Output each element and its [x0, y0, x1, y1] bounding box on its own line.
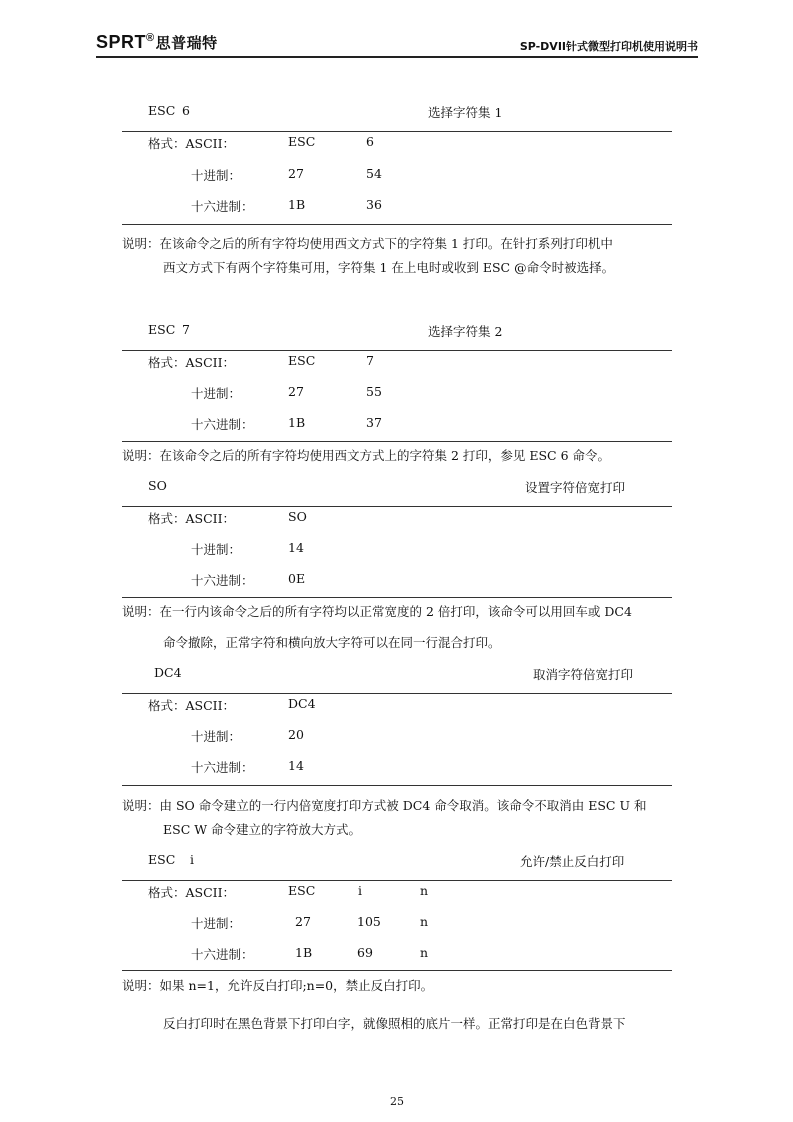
description-line: 反白打印时在黑色背景下打印白字，就像照相的底片一样。正常打印是在白色背景下 [163, 1016, 626, 1031]
row-value: 69 [357, 945, 373, 960]
row-label-hex: 十六进制： [191, 199, 254, 214]
description-line: 说明：在该命令之后的所有字符均使用西文方式下的字符集 1 打印。在针打系列打印机中 [122, 236, 613, 251]
row-value: n [420, 945, 429, 960]
command-code-arg: 6 [182, 103, 190, 118]
row-value: ESC [288, 134, 316, 149]
command-title: 选择字符集 1 [428, 105, 503, 120]
row-label-hex: 十六进制： [191, 760, 254, 775]
description-line: ESC W 命令建立的字符放大方式。 [163, 822, 362, 837]
description-line: 说明：由 SO 命令建立的一行内倍宽度打印方式被 DC4 命令取消。该命令不取消由 ESC U 和 [122, 798, 647, 813]
row-value: 54 [366, 166, 382, 181]
table-bottom-rule [122, 785, 672, 786]
row-value: 37 [366, 415, 382, 430]
row-value: 6 [366, 134, 374, 149]
command-code: ESC [148, 103, 176, 118]
table-top-rule [122, 880, 672, 881]
row-value: n [420, 883, 429, 898]
row-value: 27 [288, 384, 304, 399]
page-header [96, 30, 698, 58]
row-label-ascii: 格式：ASCII： [148, 355, 236, 370]
brand-name: SPRT [96, 32, 147, 52]
command-title: 取消字符倍宽打印 [533, 667, 634, 682]
table-bottom-rule [122, 597, 672, 598]
table-top-rule [122, 131, 672, 132]
row-value: n [420, 914, 429, 929]
row-value: ESC [288, 353, 316, 368]
command-title: 设置字符倍宽打印 [525, 480, 626, 495]
row-label-hex: 十六进制： [191, 573, 254, 588]
row-label-ascii: 格式：ASCII： [148, 698, 236, 713]
description-line: 西文方式下有两个字符集可用，字符集 1 在上电时或收到 ESC @命令时被选择。 [163, 260, 615, 275]
row-value: 7 [366, 353, 374, 368]
row-value: i [358, 883, 362, 898]
command-code: ESC [148, 852, 176, 867]
registered-mark: ® [146, 32, 155, 44]
row-label-ascii: 格式：ASCII： [148, 511, 236, 526]
row-value: 1B [288, 197, 306, 212]
brand-name-cn: 思普瑞特 [155, 35, 218, 52]
row-value: ESC [288, 883, 316, 898]
description-line: 说明：如果 n=1，允许反白打印;n=0，禁止反白打印。 [122, 978, 434, 993]
table-top-rule [122, 693, 672, 694]
row-label-decimal: 十进制： [191, 729, 242, 744]
row-value: 1B [295, 945, 313, 960]
command-code: SO [148, 478, 167, 493]
row-label-decimal: 十进制： [191, 542, 242, 557]
description-line: 说明：在该命令之后的所有字符均使用西文方式上的字符集 2 打印，参见 ESC 6 命令。 [122, 448, 611, 463]
row-label-hex: 十六进制： [191, 947, 254, 962]
row-value: 0E [288, 571, 306, 586]
command-title: 选择字符集 2 [428, 324, 503, 339]
brand-logo [96, 32, 218, 53]
row-label-hex: 十六进制： [191, 417, 254, 432]
command-code-arg: 7 [182, 322, 190, 337]
row-value: 55 [366, 384, 382, 399]
table-top-rule [122, 350, 672, 351]
row-value: 14 [288, 758, 304, 773]
row-value: 36 [366, 197, 382, 212]
table-bottom-rule [122, 970, 672, 971]
row-label-decimal: 十进制： [191, 168, 242, 183]
row-label-ascii: 格式：ASCII： [148, 885, 236, 900]
table-bottom-rule [122, 441, 672, 442]
description-line: 说明：在一行内该命令之后的所有字符均以正常宽度的 2 倍打印，该命令可以用回车或 DC4 [122, 604, 632, 619]
row-label-ascii: 格式：ASCII： [148, 136, 236, 151]
command-code: DC4 [154, 665, 182, 680]
row-value: DC4 [288, 696, 316, 711]
command-title: 允许/禁止反白打印 [520, 854, 625, 869]
row-value: 1B [288, 415, 306, 430]
page-number: 25 [390, 1095, 404, 1108]
row-value: 105 [357, 914, 381, 929]
document-title: SP-DVII针式微型打印机使用说明书 [519, 40, 698, 53]
table-top-rule [122, 506, 672, 507]
row-value: 27 [295, 914, 311, 929]
description-line: 命令撤除，正常字符和横向放大字符可以在同一行混合打印。 [163, 635, 501, 650]
row-value: 14 [288, 540, 304, 555]
row-value: 27 [288, 166, 304, 181]
row-value: SO [288, 509, 307, 524]
row-value: 20 [288, 727, 304, 742]
table-bottom-rule [122, 224, 672, 225]
command-code: ESC [148, 322, 176, 337]
command-code-arg: i [190, 852, 194, 867]
row-label-decimal: 十进制： [191, 916, 242, 931]
row-label-decimal: 十进制： [191, 386, 242, 401]
